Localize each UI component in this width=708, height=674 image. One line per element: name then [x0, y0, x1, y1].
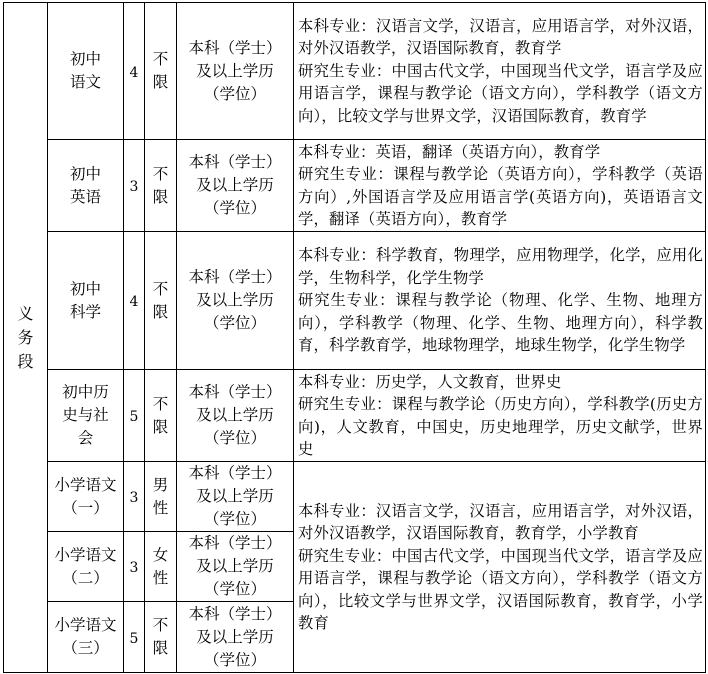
education-cell	[177, 3, 294, 140]
post-cell	[48, 602, 124, 673]
education-cell	[177, 140, 294, 232]
undergrad-majors: 本科专业：科学教育，物理学，应用物理学，化学，应用化学，生物科学，化学生物学	[298, 246, 703, 287]
count-cell	[124, 3, 145, 140]
post-cell	[48, 462, 124, 532]
post-name: 小学语文（三）	[54, 616, 117, 657]
post-count: 4	[129, 294, 139, 310]
undergrad-majors: 本科专业：汉语言文学，汉语言，应用语言学，对外汉语，对外汉语教学，汉语国际教育，教育学	[298, 16, 703, 58]
count-cell	[124, 462, 145, 532]
major-cell	[294, 140, 706, 232]
post-name: 初中科学	[69, 279, 101, 321]
table-row	[4, 140, 706, 232]
count-cell	[124, 602, 145, 673]
gender-cell	[145, 602, 177, 673]
graduate-majors: 研究生专业：课程与教学论（物理、化学、生物、地理方向），学科教学（物理、化学、生物、地理方向），科学教育，科学教育学，地球物理学，地球生物学，化学生物学	[298, 291, 703, 355]
post-count: 3	[129, 560, 139, 576]
graduate-majors: 研究生专业：中国古代文学，中国现当代文学，语言学及应用语言学，课程与教学论（语文方向），学科教学（语文方向），比较文学与世界文学，汉语国际教育，教育学，小学教育	[298, 546, 703, 632]
education: 本科（学士）及以上学历（学位）	[188, 268, 282, 332]
count-cell	[124, 532, 145, 602]
major-cell-primary-chinese	[294, 462, 706, 673]
education: 本科（学士）及以上学历（学位）	[188, 534, 282, 598]
table-row	[4, 462, 706, 532]
post-cell	[48, 370, 124, 462]
post-count: 4	[129, 64, 139, 81]
education: 本科（学士）及以上学历（学位）	[188, 153, 282, 217]
education-cell	[177, 602, 294, 673]
post-count: 5	[129, 630, 139, 647]
table-row	[4, 370, 706, 462]
gender: 女性	[152, 545, 169, 587]
education: 本科（学士）及以上学历（学位）	[188, 38, 282, 103]
post-name: 初中英语	[69, 164, 101, 206]
section-label: 义务段	[17, 303, 34, 371]
post-count: 3	[129, 179, 139, 195]
gender-cell	[145, 462, 177, 532]
gender-cell	[145, 232, 177, 370]
count-cell	[124, 370, 145, 462]
education-cell	[177, 462, 294, 532]
post-name: 小学语文（一）	[54, 475, 117, 517]
major-cell	[294, 3, 706, 140]
post-count: 3	[129, 490, 139, 506]
gender-cell	[145, 370, 177, 462]
table-row	[4, 232, 706, 370]
table-row	[4, 3, 706, 140]
gender-cell	[145, 140, 177, 232]
education-cell	[177, 232, 294, 370]
recruitment-table	[3, 2, 706, 673]
undergrad-majors: 本科专业：英语，翻译（英语方向），教育学	[298, 142, 601, 161]
post-cell	[48, 140, 124, 232]
post-cell	[48, 232, 124, 370]
gender: 不限	[152, 616, 169, 657]
undergrad-majors: 本科专业：汉语言文学，汉语言，应用语言学，对外汉语，对外汉语教学，汉语国际教育，教育学，小学教育	[298, 501, 703, 542]
education-cell	[177, 532, 294, 602]
gender-cell	[145, 532, 177, 602]
graduate-majors: 研究生专业：中国古代文学，中国现当代文学，语言学及应用语言学，课程与教学论（语文方向），学科教学（语文方向），比较文学与世界文学，汉语国际教育，教育学	[298, 61, 703, 125]
gender: 不限	[152, 394, 169, 436]
graduate-majors: 研究生专业：课程与教学论（历史方向），学科教学(历史方向)，人文教育，中国史，历史地理学，历史文献学，世界史	[298, 395, 703, 458]
post-cell	[48, 532, 124, 602]
gender: 男性	[152, 475, 169, 517]
post-name: 初中语文	[69, 50, 101, 91]
gender: 不限	[152, 164, 169, 206]
post-cell	[48, 3, 124, 140]
education: 本科（学士）及以上学历（学位）	[188, 604, 282, 669]
post-name: 初中历史与社会	[62, 383, 109, 447]
count-cell	[124, 232, 145, 370]
post-name: 小学语文（二）	[54, 545, 117, 587]
gender: 不限	[152, 279, 169, 321]
gender-cell	[145, 3, 177, 140]
graduate-majors: 研究生专业：课程与教学论（英语方向），学科教学（英语方向）,外国语言学及应用语言学(英语方向)，英语语言文学，翻译（英语方向），教育学	[298, 165, 703, 228]
education: 本科（学士）及以上学历（学位）	[188, 383, 282, 447]
section-cell	[4, 3, 48, 673]
major-cell	[294, 232, 706, 370]
education: 本科（学士）及以上学历（学位）	[188, 464, 282, 528]
count-cell	[124, 140, 145, 232]
major-cell	[294, 370, 706, 462]
post-count: 5	[129, 409, 139, 425]
gender: 不限	[152, 50, 169, 91]
education-cell	[177, 370, 294, 462]
undergrad-majors: 本科专业：历史学，人文教育，世界史	[298, 372, 562, 391]
